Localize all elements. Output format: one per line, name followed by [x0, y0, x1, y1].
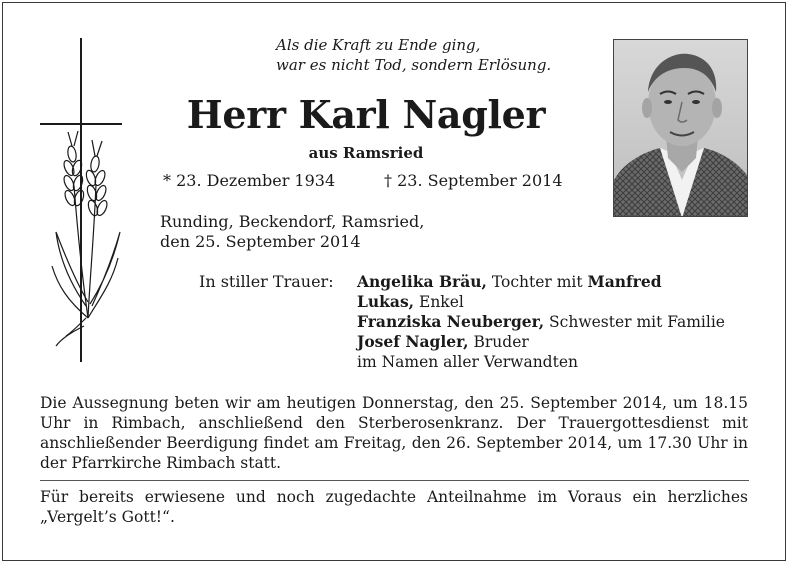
mourner-relation: Tochter mit	[486, 273, 588, 291]
mourner-name: Lukas,	[357, 292, 415, 311]
thanks-paragraph: Für bereits erwiesene und noch zugedachte Anteilnahme im Voraus ein herzliches „Vergelt’s Gott!“.	[40, 488, 748, 526]
mourner-name: Franziska Neuberger,	[357, 312, 545, 331]
funeral-paragraph: Die Aussegnung beten wir am heutigen Donnerstag, den 25. September 2014, um 18.15 Uhr in Rimbach, anschließend den Sterberosenkranz. Der Trauergottesdienst mit anschließender Beerdigung findet am Freitag, den 26. September 2014, um 17.30 Uhr in der Pfarrkirche Rimbach statt.	[40, 394, 748, 472]
mourner-entry	[357, 332, 529, 352]
quote-line-1: Als die Kraft zu Ende ging,	[276, 36, 481, 54]
mourner-entry	[357, 352, 578, 372]
mourner-name: Josef Nagler,	[357, 332, 469, 351]
mourner-relation: Schwester mit Familie	[544, 313, 725, 331]
mourner-relation: im Namen aller Verwandten	[357, 353, 578, 371]
deceased-name: Herr Karl Nagler	[186, 92, 546, 137]
cross-with-wheat-icon	[38, 36, 128, 364]
deceased-origin: aus Ramsried	[308, 144, 424, 162]
divider	[40, 480, 749, 481]
mourners-label: In stiller Trauer:	[199, 272, 334, 291]
birth-date: * 23. Dezember 1934	[163, 171, 336, 190]
place-line-1: Runding, Beckendorf, Ramsried,	[160, 212, 425, 231]
mourner-name-2: Manfred	[587, 272, 662, 291]
mourner-entry	[357, 292, 464, 312]
quote-line-2: war es nicht Tod, sondern Erlösung.	[276, 56, 552, 74]
mourner-relation: Enkel	[414, 293, 464, 311]
mourner-entry	[357, 312, 725, 332]
portrait-photo	[613, 39, 748, 217]
mourner-entry	[357, 272, 662, 292]
mourner-relation: Bruder	[468, 333, 529, 351]
death-date: † 23. September 2014	[384, 171, 563, 190]
place-line-2: den 25. September 2014	[160, 232, 361, 251]
mourner-name: Angelika Bräu,	[357, 272, 487, 291]
